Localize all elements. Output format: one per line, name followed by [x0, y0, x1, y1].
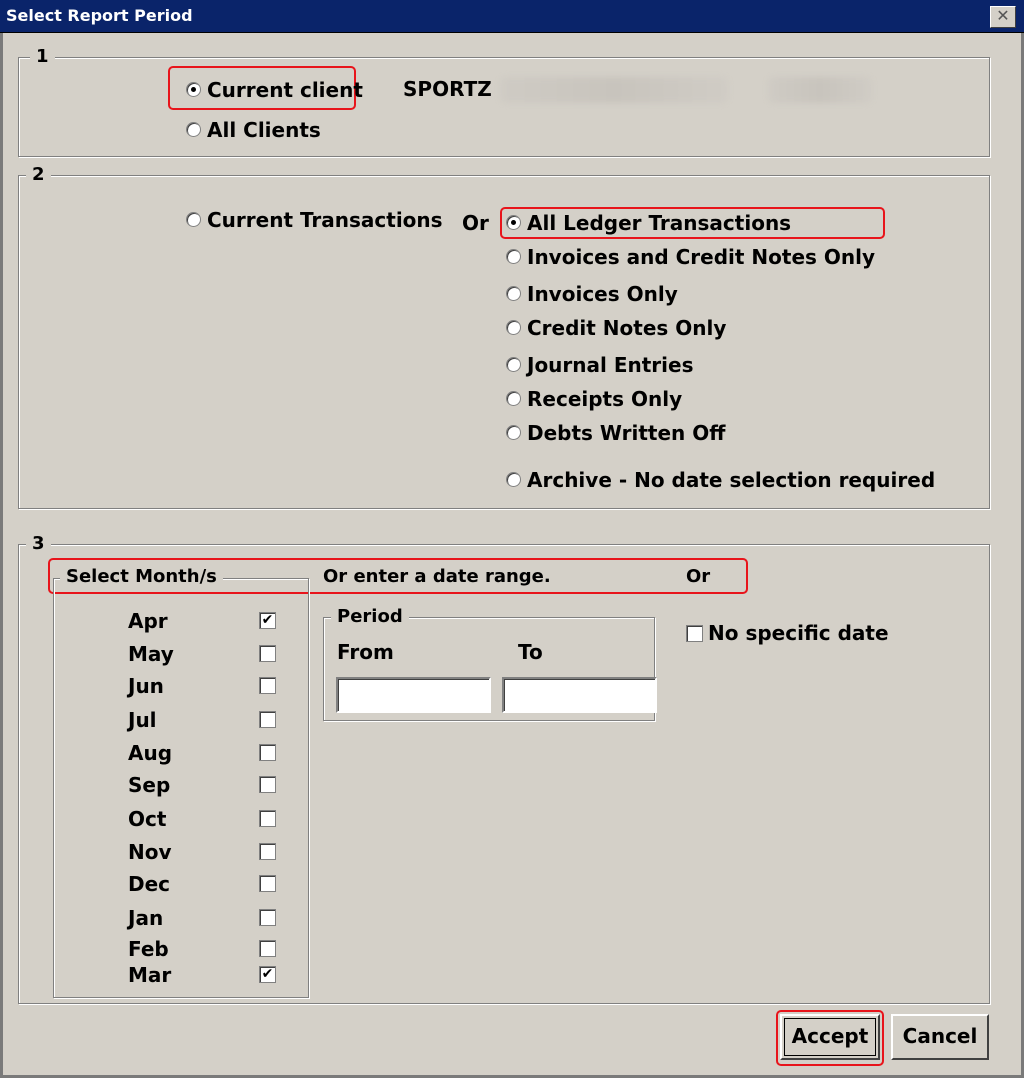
month-label: Sep [128, 773, 171, 797]
accept-button[interactable]: Accept [780, 1014, 880, 1060]
option-radio[interactable] [506, 249, 521, 264]
title-bar [0, 0, 1024, 33]
option-label[interactable]: Invoices and Credit Notes Only [527, 245, 876, 269]
month-checkbox[interactable] [259, 776, 276, 793]
no-specific-date-checkbox[interactable] [686, 625, 703, 642]
option-radio[interactable] [506, 425, 521, 440]
section-3-or-label: Or [686, 566, 711, 587]
month-checkbox[interactable]: ✔ [259, 966, 276, 983]
month-label: Oct [128, 807, 167, 831]
section-3-number: 3 [26, 533, 51, 554]
client-name: SPORTZ [403, 77, 492, 101]
option-radio[interactable] [506, 391, 521, 406]
option-radio[interactable] [506, 215, 521, 230]
option-label[interactable]: Archive - No date selection required [527, 468, 936, 492]
close-icon: ✕ [996, 6, 1010, 25]
cancel-button[interactable]: Cancel [891, 1014, 989, 1060]
month-checkbox[interactable]: ✔ [259, 612, 276, 629]
month-label: Mar [128, 963, 172, 987]
month-checkbox[interactable] [259, 711, 276, 728]
no-specific-date-label[interactable]: No specific date [708, 621, 889, 645]
month-checkbox[interactable] [259, 875, 276, 892]
month-checkbox[interactable] [259, 810, 276, 827]
option-radio[interactable] [506, 320, 521, 335]
month-label: Jan [128, 906, 164, 930]
month-label: Dec [128, 872, 171, 896]
all-clients-radio[interactable] [186, 122, 201, 137]
option-label[interactable]: Journal Entries [527, 353, 694, 377]
months-group-label: Select Month/s [60, 566, 223, 587]
section-2-number: 2 [26, 164, 51, 185]
month-checkbox[interactable] [259, 677, 276, 694]
section-1-group [18, 57, 990, 157]
option-radio[interactable] [506, 286, 521, 301]
month-checkbox[interactable] [259, 843, 276, 860]
all-clients-label[interactable]: All Clients [207, 118, 321, 142]
option-radio[interactable] [506, 357, 521, 372]
month-checkbox[interactable] [259, 940, 276, 957]
window-title: Select Report Period [6, 6, 193, 25]
section-2-or-label: Or [462, 211, 489, 235]
date-range-label: Or enter a date range. [323, 566, 551, 587]
to-date-input[interactable] [502, 677, 657, 713]
option-label[interactable]: All Ledger Transactions [527, 211, 792, 235]
redacted-client-code [768, 77, 872, 103]
option-label[interactable]: Receipts Only [527, 387, 683, 411]
current-transactions-radio[interactable] [186, 212, 201, 227]
month-label: May [128, 642, 174, 666]
section-1-number: 1 [30, 46, 55, 67]
month-label: Jun [128, 674, 164, 698]
month-label: Jul [128, 708, 157, 732]
option-label[interactable]: Debts Written Off [527, 421, 726, 445]
option-radio[interactable] [506, 472, 521, 487]
option-label[interactable]: Invoices Only [527, 282, 678, 306]
from-date-input[interactable] [336, 677, 491, 713]
redacted-client-name [500, 77, 728, 103]
from-label: From [337, 640, 394, 664]
current-client-radio[interactable] [186, 82, 201, 97]
month-checkbox[interactable] [259, 645, 276, 662]
month-checkbox[interactable] [259, 744, 276, 761]
month-label: Feb [128, 937, 169, 961]
current-transactions-label[interactable]: Current Transactions [207, 208, 443, 232]
option-label[interactable]: Credit Notes Only [527, 316, 727, 340]
to-label: To [518, 640, 543, 664]
month-label: Apr [128, 609, 168, 633]
month-label: Nov [128, 840, 172, 864]
period-label: Period [331, 606, 409, 627]
month-checkbox[interactable] [259, 909, 276, 926]
close-button[interactable] [990, 6, 1016, 28]
current-client-label[interactable]: Current client [207, 78, 363, 102]
month-label: Aug [128, 741, 173, 765]
